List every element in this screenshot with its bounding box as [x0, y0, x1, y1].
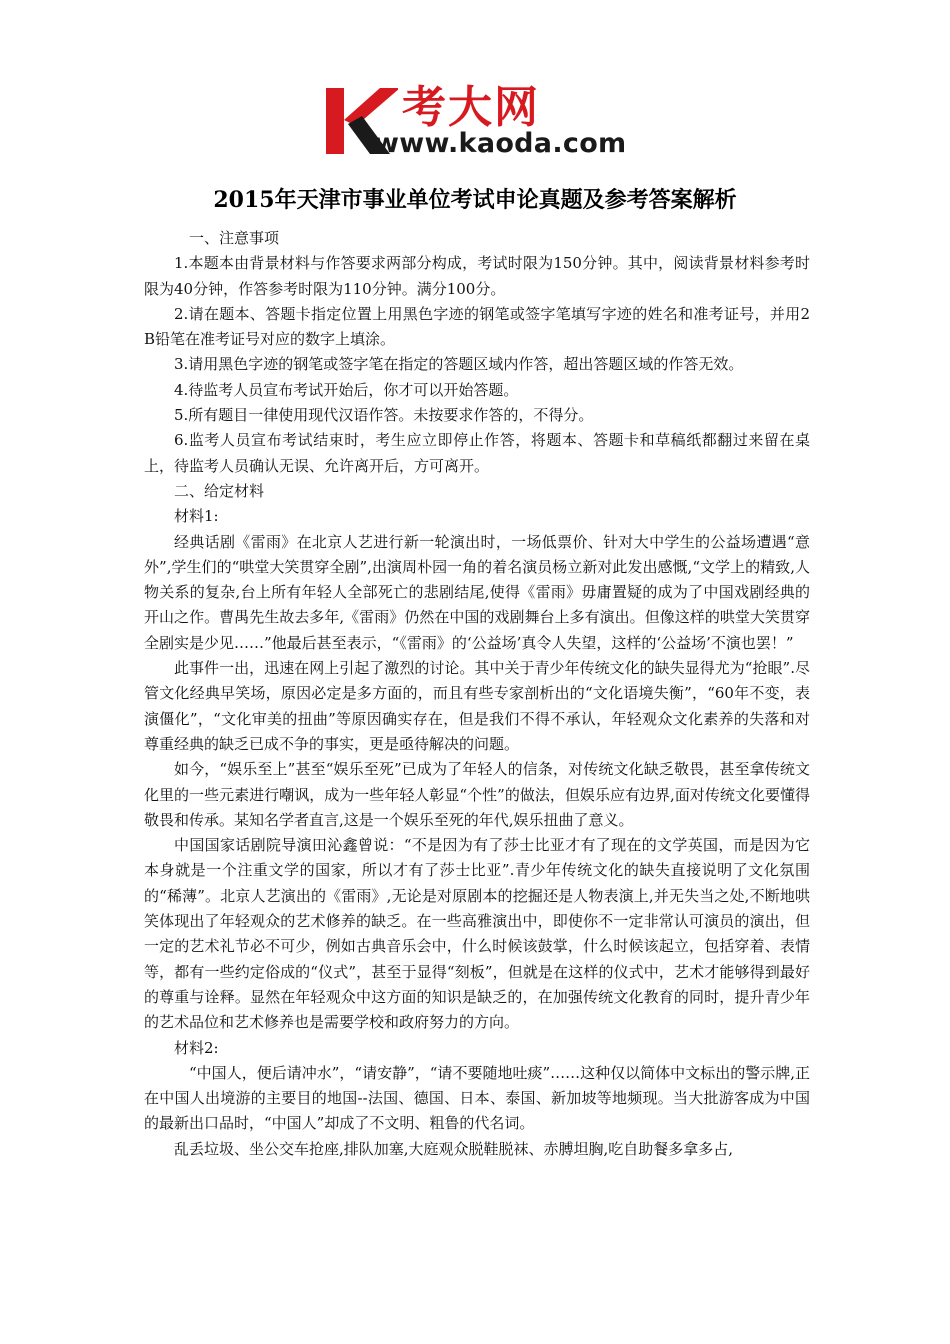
material1-paragraph: 如今，“娱乐至上”甚至“娱乐至死”已成为了年轻人的信条，对传统文化缺乏敬畏，甚至拿传统文化里的一些元素进行嘲讽，成为一些年轻人彰显“个性”的做法，但娱乐应有边界,面对传统文化要懂得敬畏和传承。某知名学者直言,这是一个娱乐至死的年代,娱乐扭曲了意义。 [144, 760, 810, 829]
material1-paragraph: 中国国家话剧院导演田沁鑫曾说：“不是因为有了莎士比亚才有了现在的文学英国，而是因为它本身就是一个注重文学的国家，所以才有了莎士比亚”.青少年传统文化的缺失直接说明了文化氛围的“稀薄”。北京人艺演出的《雷雨》,无论是对原剧本的挖掘还是人物表演上,并无失当之处,不断地哄笑体现出了年轻观众的艺术修养的缺乏。在一些高雅演出中，即使你不一定非常认可演员的演出，但一定的艺术礼节必不可少，例如古典音乐会中，什么时候该鼓掌，什么时候该起立，包括穿着、表情等，都有一些约定俗成的“仪式”，甚至于显得“刻板”，但就是在这样的仪式中，艺术才能够得到最好的尊重与诠释。显然在年轻观众中这方面的知识是缺乏的，在加强传统文化教育的同时，提升青少年的艺术品位和艺术修养也是需要学校和政府努力的方向。 [144, 836, 810, 1032]
notice-item: 5.所有题目一律使用现代汉语作答。未按要求作答的，不得分。 [174, 406, 594, 425]
notice-item: 1.本题本由背景材料与作答要求两部分构成，考试时限为150分钟。其中，阅读背景材料参考时限为40分钟，作答参考时限为110分钟。满分100分。 [144, 254, 810, 298]
notice-item: 4.待监考人员宣布考试开始后，你才可以开始答题。 [174, 380, 519, 399]
notice-heading: 一、注意事项 [189, 229, 280, 247]
document-body [144, 226, 810, 1162]
material1-label: 材料1: [174, 507, 219, 526]
kaoda-logo[interactable] [318, 84, 648, 164]
notice-item: 3.请用黑色字迹的钢笔或签字笔在指定的答题区域内作答，超出答题区域的作答无效。 [174, 355, 744, 374]
material2-paragraph: 乱丢垃圾、坐公交车抢座,排队加塞,大庭观众脱鞋脱袜、赤膊坦胸,吃自助餐多拿多占, [174, 1139, 734, 1158]
logo-brand-name: 考大网 [402, 82, 540, 133]
material2-label: 材料2: [174, 1038, 219, 1057]
material1-paragraph: 经典话剧《雷雨》在北京人艺进行新一轮演出时，一场低票价、针对大中学生的公益场遭遇“意外”,学生们的“哄堂大笑贯穿全剧”,出演周朴园一角的着名演员杨立新对此发出感慨,“文学上的精致,人物关系的复杂,台上所有年轻人全部死亡的悲剧结尾,使得《雷雨》毋庸置疑的成为了中国戏剧经典的开山之作。曹禺先生故去多年,《雷雨》仍然在中国的戏剧舞台上多有演出。但像这样的哄堂大笑贯穿全剧实是少见……”他最后甚至表示，“《雷雨》的‘公益场’真令人失望，这样的‘公益场’不演也罢！” [144, 532, 810, 652]
materials-heading: 二、给定材料 [174, 481, 265, 500]
material1-paragraph: 此事件一出，迅速在网上引起了激烈的讨论。其中关于青少年传统文化的缺失显得尤为“抢眼”.尽管文化经典早笑场，原因必定是多方面的，而且有些专家剖析出的“文化语境失衡”，“60年不变，表演僵化”，“文化审美的扭曲”等原因确实存在，但是我们不得不承认，年轻观众文化素养的失落和对尊重经典的缺乏已成不争的事实，更是亟待解决的问题。 [144, 659, 810, 753]
notice-item: 6.监考人员宣布考试结束时，考生应立即停止作答，将题本、答题卡和草稿纸都翻过来留在桌上，待监考人员确认无误、允许离开后，方可离开。 [144, 431, 810, 475]
logo-url: www.kaoda.com [374, 128, 627, 159]
notice-item: 2.请在题本、答题卡指定位置上用黑色字迹的钢笔或签字笔填写字迹的姓名和准考证号，并用2 B铅笔在准考证号对应的数字上填涂。 [144, 304, 810, 349]
material2-paragraph: “中国人，便后请冲水”，“请安静”，“请不要随地吐痰”……这种仅以简体中文标出的警示牌,正在中国人出境游的主要目的地国--法国、德国、日本、泰国、新加坡等地频现。当大批游客成为中国的最新出口品时，“中国人”却成了不文明、粗鲁的代名词。 [144, 1063, 810, 1133]
document-title: 2015年天津市事业单位考试申论真题及参考答案解析 [213, 187, 737, 213]
